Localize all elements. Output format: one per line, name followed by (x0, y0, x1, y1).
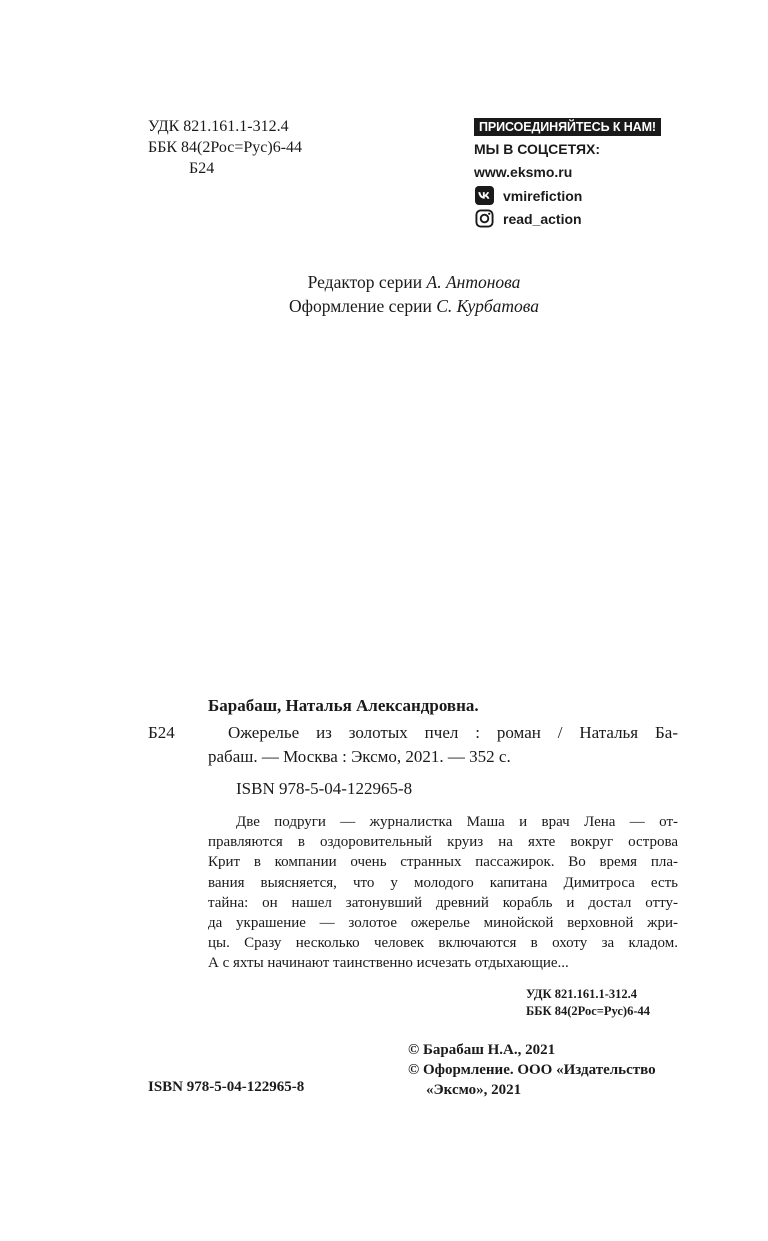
record-author-mark: Б24 (148, 723, 175, 742)
record-bbk: ББК 84(2Рос=Рус)6-44 (526, 1004, 650, 1018)
annotation-line: правляются в оздоровительный круиз на яхте вокруг острова (208, 834, 678, 851)
series-design-name: С. Курбатова (436, 296, 539, 316)
record-classification (526, 986, 650, 1020)
copyright-publisher: «Эксмо», 2021 (426, 1082, 522, 1098)
author-mark: Б24 (189, 160, 215, 177)
annotation-line: цы. Сразу несколько человек включаются в охоту за кладом. (208, 935, 678, 952)
record-udk: УДК 821.161.1-312.4 (526, 987, 637, 1001)
vk-row[interactable] (474, 184, 661, 207)
copyright-block (408, 1040, 656, 1100)
series-design (0, 294, 768, 318)
author-heading: Барабаш, Наталья Александровна. (208, 696, 479, 715)
instagram-row[interactable] (474, 207, 661, 230)
annotation-line: тайна: он нашел затонувший древний корабль и достал отту- (208, 894, 678, 911)
join-us-banner: ПРИСОЕДИНЯЙТЕСЬ К НАМ! (474, 118, 661, 136)
instagram-handle: read_action (503, 210, 582, 227)
annotation-line: А с яхты начинают таинственно исчезать отдыхающие... (208, 955, 569, 972)
udk-code: УДК 821.161.1-312.4 (148, 118, 289, 135)
annotation-line: Две подруги — журналистка Маша и врач Лена — от- (236, 814, 678, 830)
vk-handle: vmirefiction (503, 187, 583, 204)
instagram-icon (475, 209, 494, 228)
website-link[interactable]: www.eksmo.ru (474, 164, 573, 180)
bibliographic-description (208, 721, 678, 769)
classification-codes (148, 116, 302, 179)
bbk-code: ББК 84(2Рос=Рус)6-44 (148, 139, 303, 156)
copyright-design: © Оформление. ООО «Издательство (408, 1062, 656, 1078)
annotation-line: Крит в компании очень странных пассажирок. Во время пла- (208, 854, 678, 871)
series-editor-name: А. Антонова (426, 272, 521, 292)
annotation (208, 812, 678, 974)
series-editor (0, 270, 768, 294)
description-line: рабаш. — Москва : Эксмо, 2021. — 352 с. (208, 747, 511, 766)
description-line: Ожерелье из золотых пчел : роман / Наталья Ба- (228, 723, 678, 742)
vk-icon (475, 186, 494, 205)
series-editor-label: Редактор серии (307, 272, 423, 292)
copyright-author: © Барабаш Н.А., 2021 (408, 1042, 556, 1058)
series-credits (0, 270, 768, 318)
footer-isbn: ISBN 978-5-04-122965-8 (148, 1079, 305, 1095)
record-isbn: ISBN 978-5-04-122965-8 (236, 779, 413, 798)
annotation-line: да украшение — золотое ожерелье минойской верховной жри- (208, 915, 678, 932)
social-block (474, 118, 661, 230)
social-subtitle: МЫ В СОЦСЕТЯХ: (474, 141, 601, 157)
series-design-label: Оформление серии (288, 296, 432, 316)
annotation-line: вания выясняется, что у молодого капитана Димитроса есть (208, 874, 678, 891)
